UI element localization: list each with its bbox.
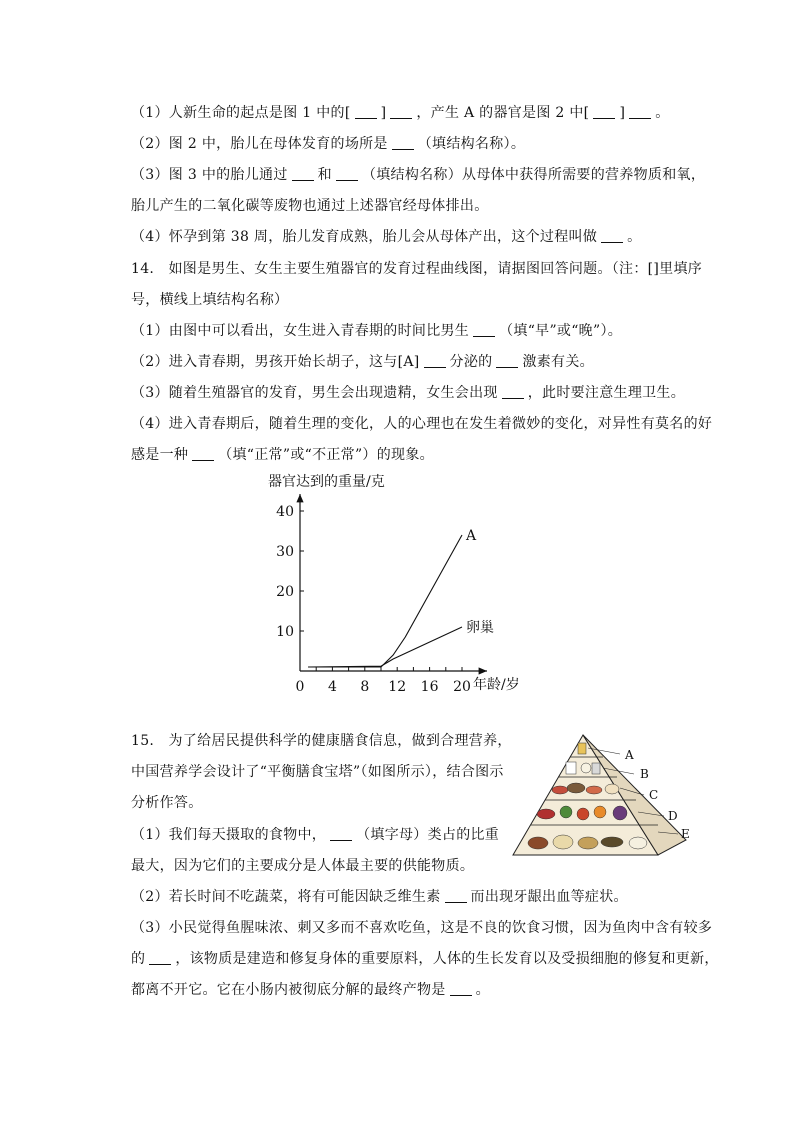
q13-line-5: （4）怀孕到第 38 周，胎儿发育成熟，胎儿会从母体产出，这个过程叫做 。 xyxy=(131,229,642,245)
q15-line-8: 的 ，该物质是建造和修复身体的重要原料，人体的生长发育以及受损细胞的修复和更新， xyxy=(131,951,719,967)
answer-blank[interactable] xyxy=(149,950,171,965)
q13-line-3: （3）图 3 中的胎儿通过 和 （填结构名称）从母体中获得所需要的营养物质和氧， xyxy=(131,167,706,183)
series-line-ovary xyxy=(308,627,462,667)
q15-line-7: （3）小民觉得鱼腥味浓、刺又多而不喜欢吃鱼，这是不良的饮食习惯，因为鱼肉中含有较多 xyxy=(131,920,713,936)
x-tick-label: 4 xyxy=(327,679,337,695)
q15-line-4: （1）我们每天摄取的食物中， （填字母）类占的比重 xyxy=(131,827,500,843)
answer-blank[interactable] xyxy=(292,166,314,181)
y-tick-label: 30 xyxy=(276,544,294,560)
x-axis-label: 年龄/岁 xyxy=(473,677,520,693)
x-tick-label: 0 xyxy=(295,679,305,695)
q15-line-6: （2）若长时间不吃蔬菜，将有可能因缺乏维生素 而出现牙龈出血等症状。 xyxy=(131,889,628,905)
answer-blank[interactable] xyxy=(336,166,358,181)
answer-blank[interactable] xyxy=(502,384,524,399)
q14-line-2: 号，横线上填结构名称） xyxy=(131,292,289,308)
answer-blank[interactable] xyxy=(496,353,518,368)
q14-line-6: （4）进入青春期后，随着生理的变化，人的心理也在发生着微妙的变化，对异性有莫名的好 xyxy=(131,416,713,432)
series-label: 卵巢 xyxy=(466,620,494,636)
pyramid-label-e: E xyxy=(681,827,690,841)
q13-line-1: （1）人新生命的起点是图 1 中的[ ] ，产生 A 的器官是图 2 中[ ] 。 xyxy=(131,105,670,121)
series-line-a xyxy=(308,535,462,667)
answer-blank[interactable] xyxy=(424,353,446,368)
answer-blank[interactable] xyxy=(192,446,214,461)
x-tick-label: 16 xyxy=(420,679,439,695)
q14-line-7: 感是一种 （填“正常”或“不正常”）的现象。 xyxy=(131,447,434,463)
pyramid-label-d: D xyxy=(668,809,678,823)
q14-line-1: 14. 如图是男生、女生主要生殖器官的发育过程曲线图，请据图回答问题。（注：[]里填序 xyxy=(131,261,703,277)
pyramid-label-c: C xyxy=(649,788,659,802)
answer-blank[interactable] xyxy=(445,888,467,903)
q15-line-2: 中国营养学会设计了“平衡膳食宝塔”（如图所示），结合图示 xyxy=(131,764,504,780)
x-tick-label: 20 xyxy=(453,679,471,695)
answer-blank[interactable] xyxy=(330,826,352,841)
q14-line-5: （3）随着生殖器官的发育，男生会出现遗精，女生会出现 ，此时要注意生理卫生。 xyxy=(131,385,686,401)
series-label: A xyxy=(466,528,477,544)
answer-blank[interactable] xyxy=(593,104,615,119)
q13-line-4: 胎儿产生的二氧化碳等废物也通过上述器官经母体排出。 xyxy=(131,198,489,214)
q14-line-4: （2）进入青春期，男孩开始长胡子，这与[A] 分泌的 激素有关。 xyxy=(131,354,594,370)
q13-line-2: （2）图 2 中，胎儿在母体发育的场所是 （填结构名称）。 xyxy=(131,136,526,152)
answer-blank[interactable] xyxy=(601,228,623,243)
organ-growth-chart xyxy=(255,466,555,706)
x-tick-label: 8 xyxy=(360,679,370,695)
q14-line-3: （1）由图中可以看出，女生进入青春期的时间比男生 （填“早”或“晚”）。 xyxy=(131,323,623,339)
q15-line-9: 都离不开它。它在小肠内被彻底分解的最终产物是 。 xyxy=(131,982,490,998)
pyramid-label-a: A xyxy=(625,748,634,762)
pyramid-label-b: B xyxy=(640,767,649,781)
q15-line-5: 最大，因为它们的主要成分是人体最主要的供能物质。 xyxy=(131,858,475,874)
y-tick-label: 20 xyxy=(276,584,294,600)
q15-line-1: 15. 为了给居民提供科学的健康膳食信息，做到合理营养， xyxy=(131,733,512,749)
answer-blank[interactable] xyxy=(392,135,414,150)
food-pyramid-figure xyxy=(508,730,708,865)
answer-blank[interactable] xyxy=(629,104,651,119)
answer-blank[interactable] xyxy=(355,104,377,119)
answer-blank[interactable] xyxy=(390,104,412,119)
y-tick-label: 10 xyxy=(276,624,294,640)
y-axis-label: 器官达到的重量/克 xyxy=(268,474,385,490)
x-tick-label: 12 xyxy=(388,679,407,695)
answer-blank[interactable] xyxy=(450,981,472,996)
y-tick-label: 40 xyxy=(276,504,294,520)
q15-line-3: 分析作答。 xyxy=(131,795,203,811)
answer-blank[interactable] xyxy=(473,322,495,337)
